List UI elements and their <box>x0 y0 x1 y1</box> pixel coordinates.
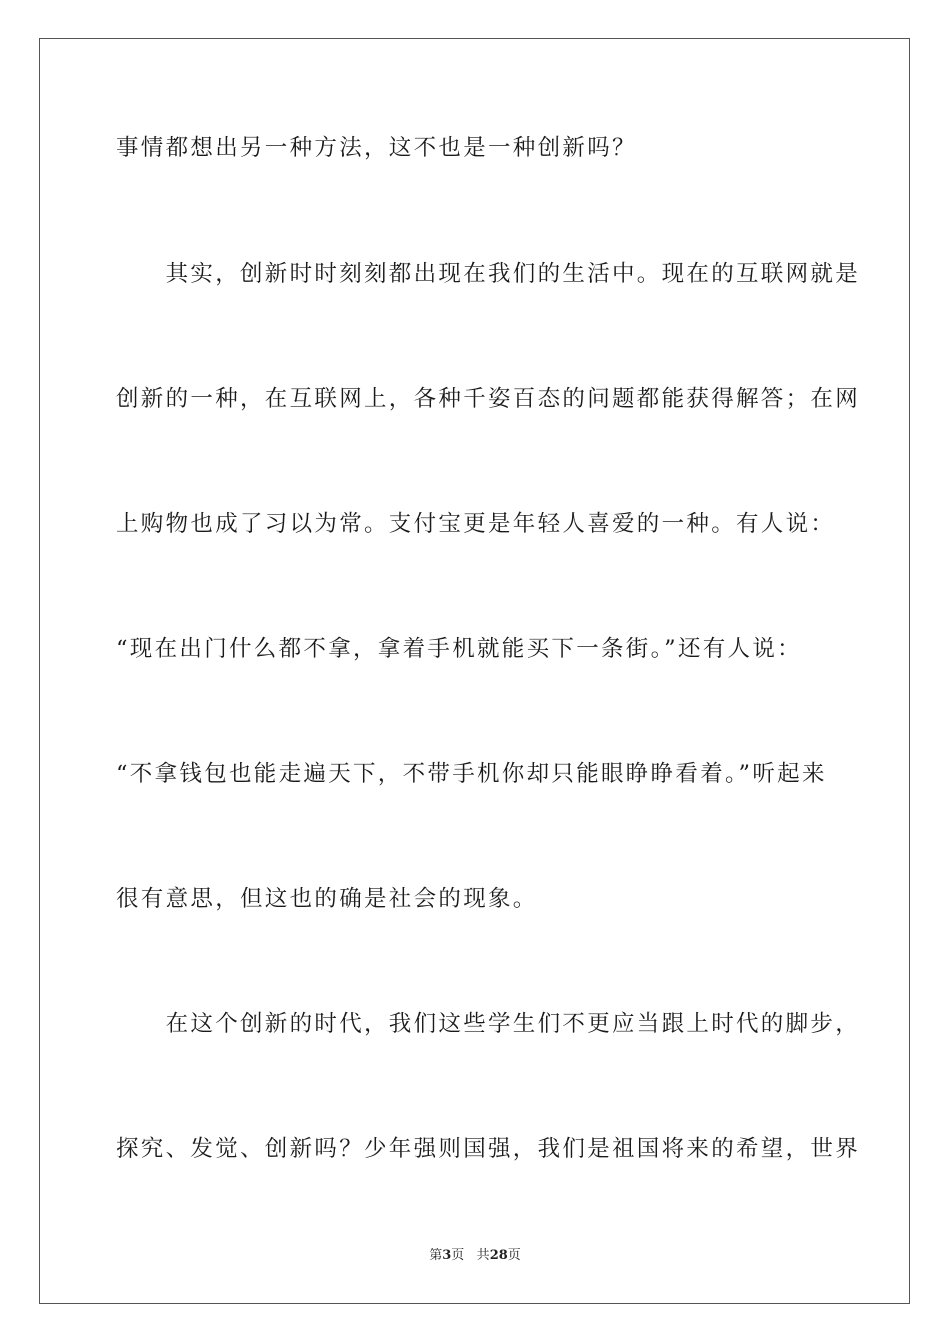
text-line-1: 事情都想出另一种方法，这不也是一种创新吗？ <box>116 135 637 161</box>
text-line-3: 创新的一种，在互联网上，各种千姿百态的问题都能获得解答；在网 <box>116 386 861 412</box>
text-line-8: 在这个创新的时代，我们这些学生们不更应当跟上时代的脚步， <box>116 1011 861 1037</box>
text-line-7: 很有意思，但这也的确是社会的现象。 <box>116 886 538 912</box>
text-line-9: 探究、发觉、创新吗？少年强则国强，我们是祖国将来的希望，世界 <box>116 1136 861 1162</box>
footer-total-suffix: 页 <box>507 1248 521 1263</box>
text-line-2: 其实，创新时时刻刻都出现在我们的生活中。现在的互联网就是 <box>116 261 861 287</box>
text-line-6: “不拿钱包也能走遍天下，不带手机你却只能眼睁睁看着。”听起来 <box>116 761 827 787</box>
footer-page-suffix: 页 <box>451 1248 465 1263</box>
page-footer <box>0 1247 950 1265</box>
footer-prefix: 第 <box>429 1248 443 1263</box>
text-line-5: “现在出门什么都不拿，拿着手机就能买下一条街。”还有人说： <box>116 636 802 662</box>
page-border <box>39 38 910 1304</box>
text-line-4: 上购物也成了习以为常。支付宝更是年轻人喜爱的一种。有人说： <box>116 511 836 537</box>
current-page-number: 3 <box>442 1248 452 1263</box>
footer-total-prefix: 共 <box>476 1248 490 1263</box>
total-pages-number: 28 <box>489 1248 508 1263</box>
